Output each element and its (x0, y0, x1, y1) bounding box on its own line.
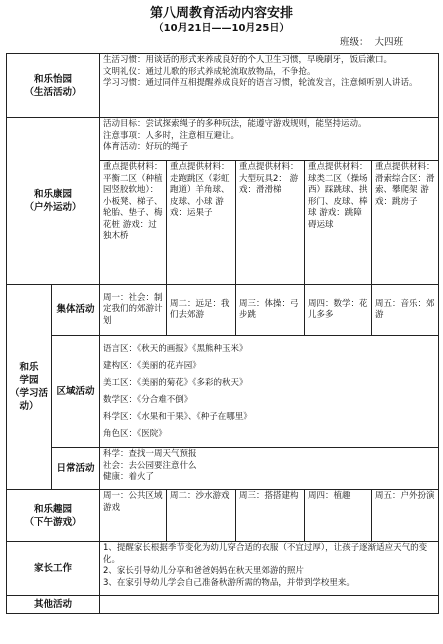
page-title: 第八周教育活动内容安排 (149, 6, 293, 21)
health-day-thu: 重点提供材料：球类二区（操场西）踩跳球、拱形门、皮球、棒球 游戏：跳障碍运球 (305, 161, 372, 285)
daily-line: 社会：去公园要注意什么 (103, 460, 197, 471)
study-label: 和乐 学园 （学习活动） (7, 285, 52, 490)
daily-line: 健康：着火了 (103, 472, 155, 482)
group-day-thu: 周四：数学：花儿多多 (305, 285, 372, 336)
parents-label: 家长工作 (7, 542, 100, 596)
play-day-tue: 周二：沙水游戏 (167, 490, 236, 542)
area-content (100, 336, 439, 448)
parents-line: 3、在家引导幼儿学会自己准备秋游所需的物品，并带到学校里来。 (103, 577, 355, 588)
parents-row (7, 542, 439, 596)
life-line: 生活习惯：用谈话的形式来养成良好的个人卫生习惯，早晚刷牙，饭后漱口。 (103, 55, 393, 65)
area-line: 科学区：《水果和干果》、《种子在哪里》 (103, 411, 252, 422)
daily-content (100, 448, 439, 490)
parents-line: 1、提醒家长根据季节变化为幼儿穿合适的衣服（不宜过厚），让孩子逐渐适应天气的变化。 (103, 543, 428, 565)
play-day-fri: 周五：户外扮演 (372, 490, 439, 542)
group-day-tue: 周二：远足：我们去郊游 (167, 285, 236, 336)
area-line: 美工区：《美丽的菊花》《多彩的秋天》 (103, 377, 248, 388)
health-content (100, 118, 439, 161)
study-daily-row (7, 448, 439, 490)
daily-activity-label: 日常活动 (52, 448, 100, 490)
play-day-wed: 周三：搭搭建构 (236, 490, 305, 542)
life-line: 学习习惯：通过同伴互相提醒养成良好的语言习惯，轮流发言，注意倾听别人讲话。 (103, 78, 418, 88)
parents-line: 2、家长引导幼儿分享和爸爸妈妈在秋天里郊游的照片 (103, 566, 304, 576)
health-line: 体育活动：好玩的绳子 (103, 142, 189, 152)
group-activity-label: 集体活动 (52, 285, 100, 336)
study-group-row (7, 285, 439, 336)
play-label: 和乐趣园 （下午游戏） (7, 490, 100, 542)
health-line: 注意事项：人多时，注意相互避让。 (103, 130, 240, 141)
other-row (7, 596, 439, 614)
other-content (100, 596, 439, 614)
parents-content (100, 542, 439, 596)
area-line: 语言区：《秋天的画报》《黑熊种玉米》 (103, 343, 248, 354)
area-line: 建构区：《美丽的花卉园》 (103, 360, 201, 371)
life-line: 文明礼仪：通过儿歌的形式养成轮流取放物品，不争抢。 (103, 66, 316, 77)
life-label: 和乐怡园 （生活活动） (7, 54, 100, 118)
play-day-thu: 周四：植趣 (305, 490, 372, 542)
group-day-fri: 周五：音乐：郊游 (372, 285, 439, 336)
area-activity-label: 区域活动 (52, 336, 100, 448)
schedule-table (6, 53, 439, 614)
health-day-tue: 重点提供材料：走跑跳区（彩虹跑道）羊角球、皮球、小球 游戏：运果子 (167, 161, 236, 285)
class-value: 大四班 (374, 37, 404, 48)
health-day-fri: 重点提供材料：滑索综合区：滑索、攀爬架 游戏：跳房子 (372, 161, 439, 285)
class-info (340, 36, 409, 50)
date-range: （10月21日——10月25日） (153, 23, 290, 34)
health-line: 活动目标：尝试探索绳子的多种玩法，能遵守游戏规则，能坚持运动。 (103, 119, 367, 129)
health-label: 和乐康园 （户外运动） (7, 118, 100, 285)
health-day-mon: 重点提供材料：平衡二区（种植园竖胶软地）：小板凳、梯子、轮胎、垫子、梅花桩 游戏：过独木桥 (100, 161, 167, 285)
other-label: 其他活动 (7, 596, 100, 614)
play-row (7, 490, 439, 542)
group-day-wed: 周三：体操：弓步跳 (236, 285, 305, 336)
life-row (7, 54, 439, 118)
health-objective-row (7, 118, 439, 161)
life-content (100, 54, 439, 118)
area-line: 角色区：《医院》 (103, 428, 167, 439)
study-area-row (7, 336, 439, 448)
play-day-mon: 周一：公共区域游戏 (100, 490, 167, 542)
daily-line: 科学：查找一周天气预报 (103, 449, 197, 459)
area-line: 数学区：《分合难不倒》 (103, 394, 193, 405)
class-label: 班级： (340, 37, 369, 48)
group-day-mon: 周一：社会：制定我们的郊游计划 (100, 285, 167, 336)
health-day-wed: 重点提供材料：大型玩具2： 游戏：滑滑梯 (236, 161, 305, 285)
